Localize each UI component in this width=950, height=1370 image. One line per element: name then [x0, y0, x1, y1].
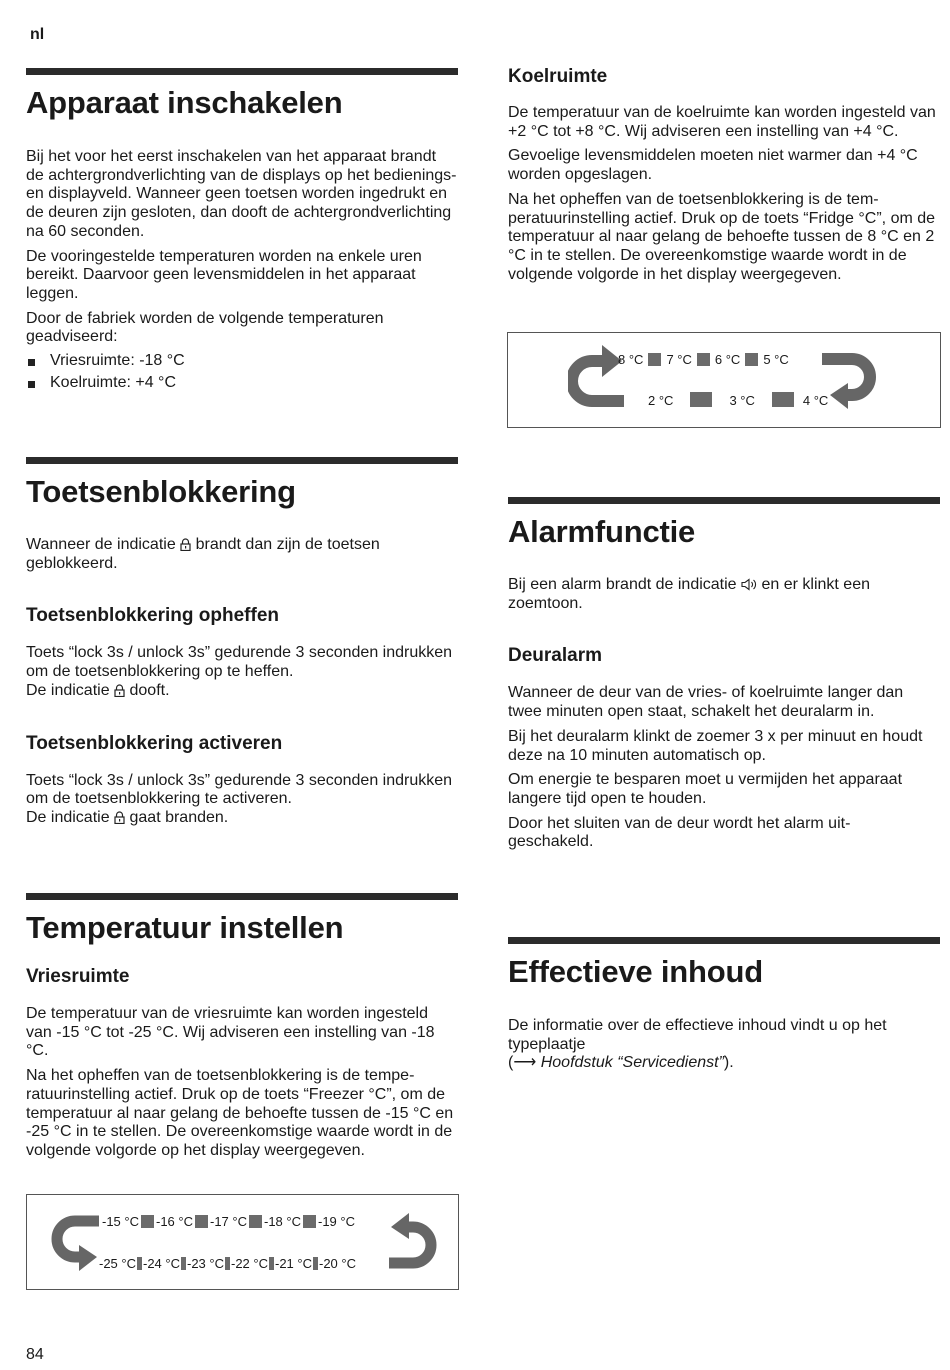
segment-block	[195, 1215, 208, 1228]
text: en er klinkt een zoemtoon.	[508, 576, 870, 612]
paragraph	[508, 576, 940, 613]
section-koelruimte	[508, 66, 940, 284]
segment-block	[225, 1257, 230, 1270]
temp-label: -24 °C	[143, 1256, 180, 1271]
section-rule	[508, 937, 940, 944]
text: dooft.	[125, 681, 170, 699]
temp-label: -21 °C	[275, 1256, 312, 1271]
text: ).	[723, 1054, 734, 1072]
paragraph: Bij het voor het eerst inschakelen van het apparaat brandt de achtergrondverlichting van de displays op het bedienings- en displayveld. Wanneer geen toetsen worden ingedrukt en de deuren zijn gesloten, dan dooft de achtergrondverlichting na 60 seconden.	[26, 148, 457, 240]
paragraph: De temperatuur van de vriesruimte kan worden ingesteld van -15 °C tot -25 °C. Wij adviseren een instelling van -18 °C.	[26, 1005, 435, 1060]
text: Wanneer de indicatie	[26, 536, 181, 553]
subsection-title: Deuralarm	[508, 645, 602, 667]
paragraph: Toets “lock 3s / unlock 3s” gedurende 3 seconden indrukken om de toetsenblokkering op te heffen.	[26, 644, 453, 681]
paragraph	[26, 809, 458, 828]
cycle-arrow-right-icon	[387, 1207, 439, 1273]
text: Bij een alarm brandt de indicatie	[508, 576, 742, 593]
segment-block	[313, 1257, 318, 1270]
section-rule	[508, 497, 940, 504]
reference-link[interactable]: Hoofdstuk “Servicedienst”	[536, 1054, 724, 1072]
text: De indicatie	[26, 808, 115, 826]
temp-label: 7 °C	[666, 352, 692, 367]
freezer-sequence-diagram	[26, 1194, 459, 1290]
subsection-title: Koelruimte	[508, 66, 608, 87]
section-title: Apparaat inschakelen	[26, 85, 343, 120]
list-item: Vriesruimte: -18 °C	[26, 350, 458, 372]
temp-label: 6 °C	[714, 352, 741, 367]
paragraph	[26, 682, 458, 701]
paragraph: Gevoelige levensmiddelen moeten niet warmer dan +4 °C worden opgeslagen.	[508, 147, 918, 184]
segment-block	[772, 392, 794, 407]
language-tag: nl	[30, 26, 45, 43]
temp-label: -20 °C	[319, 1256, 356, 1271]
temp-label: -17 °C	[210, 1214, 247, 1229]
subsection-title: Vriesruimte	[26, 966, 130, 987]
paragraph: Toets “lock 3s / unlock 3s” gedurende 3 seconden indrukken om de toetsenblokkering te activeren.	[26, 771, 453, 808]
section-title: Temperatuur instellen	[26, 910, 344, 945]
section-title: Effectieve inhoud	[508, 954, 763, 989]
temp-label: 4 °C	[802, 393, 829, 408]
text: gaat branden.	[125, 808, 229, 826]
segment-block	[141, 1215, 154, 1228]
cycle-arrow-right-icon	[820, 349, 878, 415]
segment-block	[249, 1215, 262, 1228]
fridge-sequence-diagram	[507, 332, 941, 428]
section-title: Alarmfunctie	[508, 514, 696, 549]
paragraph: De informatie over de effectieve inhoud vindt u op het typeplaatje	[508, 1017, 887, 1053]
lock-icon	[114, 811, 125, 824]
segment-block	[745, 353, 758, 366]
segment-block	[137, 1257, 142, 1270]
fridge-bottom-row	[648, 392, 828, 408]
segment-block	[697, 353, 710, 366]
paragraph: Door de fabriek worden de volgende temperaturen geadviseerd:	[26, 309, 384, 346]
page-number: 84	[26, 1346, 44, 1363]
paragraph: Bij het deuralarm klinkt de zoemer 3 x per minuut en houdt deze na 10 minuten automatisch op.	[508, 727, 923, 764]
section-temperatuur-instellen	[26, 893, 458, 1161]
lock-icon	[180, 538, 191, 551]
temp-label: -16 °C	[156, 1214, 193, 1229]
section-alarmfunctie	[508, 497, 940, 852]
section-rule	[26, 68, 458, 75]
paragraph: Wanneer de deur van de vries- of koelruimte langer dan twee minuten open staat, schakelt het deuralarm in.	[508, 684, 904, 721]
paragraph: Na het opheffen van de toetsenblokkering is de tem- peratuurinstelling actief. Druk op de toets “Fridge °C”, om de temperatuur al naar gelang de behoefte tussen de 8 °C en 2 °C in te stellen. De overeenkomstige waarde wordt in de volgende volgorde in het display weergegeven.	[508, 190, 936, 283]
paragraph: Na het opheffen van de toetsenblokkering is de tempe- ratuurinstelling actief. Druk op de toets “Freezer °C”, om de temperatuur al naar gelang de behoefte tussen de -15 °C en -25 °C in te stellen. De overeenkomstige waarde wordt in de volgende volgorde op het display weergegeven.	[26, 1067, 454, 1159]
subsection-title: Toetsenblokkering activeren	[26, 732, 283, 754]
segment-block	[269, 1257, 274, 1270]
arrow-icon: ⟶	[513, 1054, 537, 1072]
section-rule	[26, 457, 458, 464]
list-item: Koelruimte: +4 °C	[26, 372, 458, 394]
section-title: Toetsenblokkering	[26, 474, 296, 509]
segment-block	[181, 1257, 186, 1270]
paragraph: De temperatuur van de koelruimte kan worden ingesteld van +2 °C tot +8 °C. Wij adviseren een instelling van +4 °C.	[508, 104, 936, 140]
segment-block	[690, 392, 712, 407]
temp-label: -23 °C	[187, 1256, 224, 1271]
text: De indicatie	[26, 681, 115, 699]
temp-label: -18 °C	[264, 1214, 301, 1229]
text: brandt dan zijn de toetsen geblokkeerd.	[26, 536, 380, 572]
segment-block	[303, 1215, 316, 1228]
lock-icon	[114, 684, 125, 697]
temp-label: -15 °C	[102, 1214, 139, 1229]
section-apparaat-inschakelen	[26, 68, 458, 394]
temp-label: -22 °C	[231, 1256, 268, 1271]
segment-block	[648, 353, 661, 366]
temp-label: 5 °C	[763, 352, 789, 367]
subsection-title: Toetsenblokkering opheffen	[26, 605, 280, 627]
paragraph: De vooringestelde temperaturen worden na enkele uren bereikt. Daarvoor geen levensmiddelen in het apparaat leggen.	[26, 247, 422, 302]
paragraph: Om energie te besparen moet u vermijden het apparaat langere tijd open te houden.	[508, 771, 903, 807]
temp-label: 3 °C	[729, 393, 755, 408]
temp-label: 2 °C	[648, 393, 674, 408]
freezer-top-row	[102, 1214, 355, 1229]
paragraph: Door het sluiten van de deur wordt het alarm uit- geschakeld.	[508, 814, 851, 851]
freezer-bottom-row	[99, 1256, 356, 1271]
cycle-arrow-left-icon	[49, 1211, 101, 1277]
section-rule	[26, 893, 458, 900]
text: (	[508, 1054, 514, 1072]
temp-label: -19 °C	[318, 1214, 355, 1229]
temp-label: 8 °C	[618, 352, 644, 367]
cross-reference	[508, 1054, 940, 1073]
alarm-speaker-icon	[741, 578, 757, 591]
section-effectieve-inhoud	[508, 937, 940, 1073]
section-toetsenblokkering	[26, 457, 458, 828]
temp-label: -25 °C	[99, 1256, 136, 1271]
paragraph	[26, 536, 458, 573]
fridge-top-row	[618, 352, 789, 367]
